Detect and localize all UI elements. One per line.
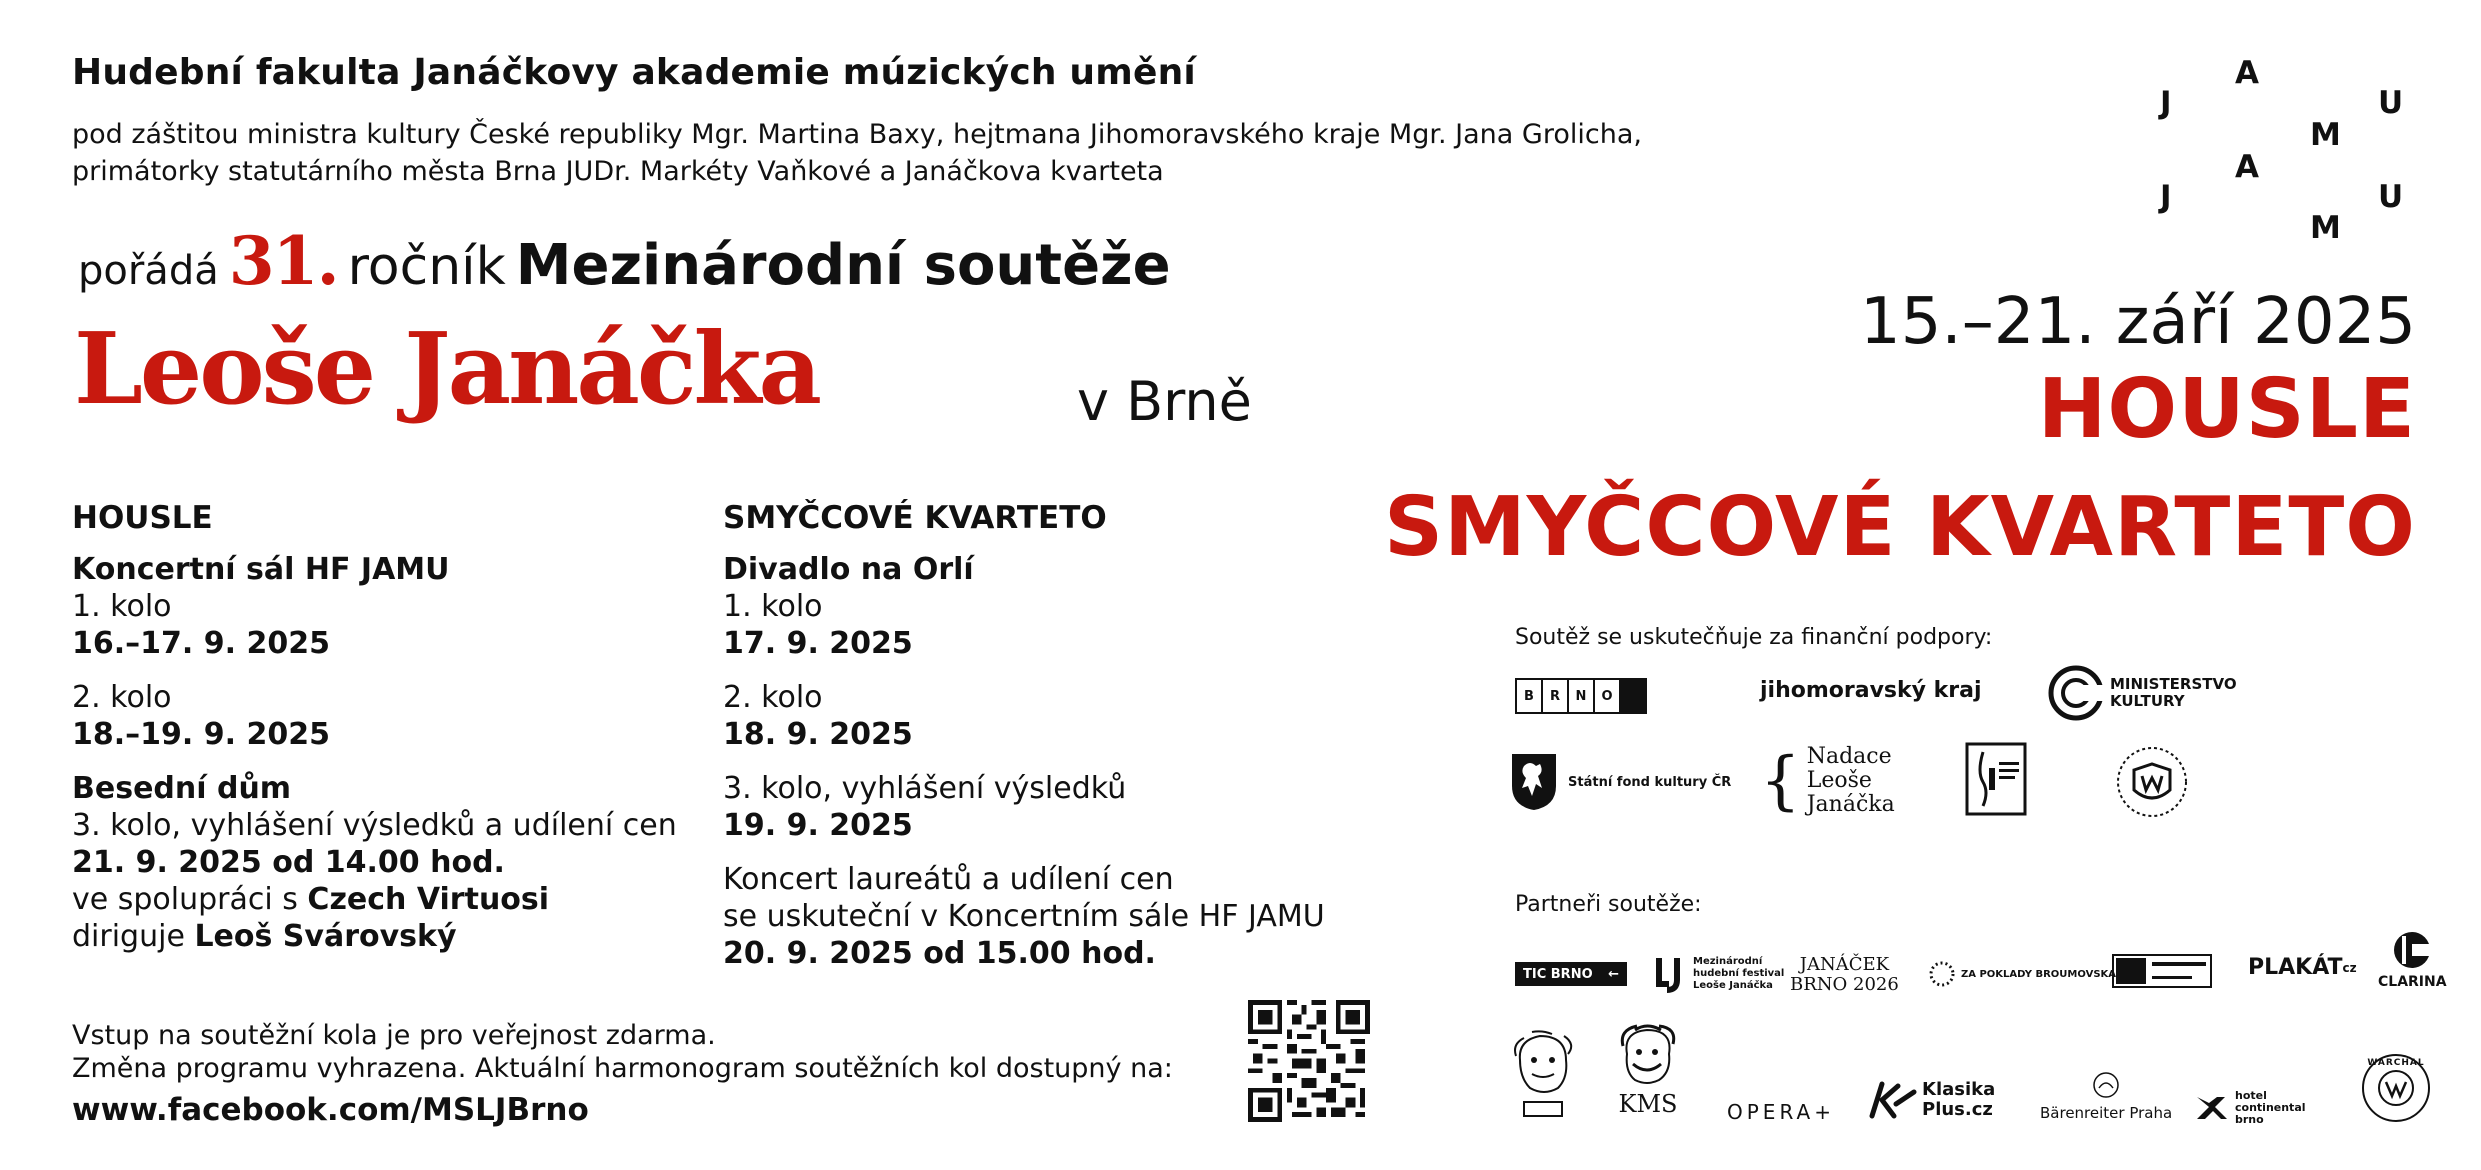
round-date: 21. 9. 2025 od 14.00 hod.	[72, 845, 505, 880]
janacek-brno-2026-logo	[1790, 955, 1899, 995]
kms-name: KMS	[1618, 1090, 1678, 1118]
jamu-letter: J	[2160, 179, 2172, 215]
cooperation-prefix: ve spolupráci s	[72, 882, 308, 917]
janacek-face-icon	[1510, 1030, 1576, 1120]
nadace-line-1: Nadace	[1806, 744, 1892, 769]
organizer-title: Hudební fakulta Janáčkovy akademie múzických umění	[72, 52, 1196, 93]
sfk-logo	[1510, 752, 1731, 812]
nadace-ceskeho-hudebniho-fondu-logo	[1965, 742, 2027, 816]
composer-portrait-icon	[1615, 1024, 1681, 1086]
hotel-line-3: brno	[2235, 1113, 2264, 1126]
plakat-name: PLAKÁT	[2248, 955, 2343, 980]
plakat-logo	[2248, 955, 2357, 980]
sponsors-label: Soutěž se uskutečňuje za finanční podpory:	[1515, 625, 1993, 650]
concert-line: Koncert laureátů a udílení cen	[723, 862, 1174, 897]
housle-heading: HOUSLE	[72, 500, 213, 536]
ministerstvo-kultury-logo	[2048, 665, 2237, 721]
jmk-name: jihomoravský kraj	[1760, 678, 1982, 703]
barenreiter-logo	[2040, 1070, 2172, 1122]
jamu-letter: A	[2235, 149, 2259, 185]
brno-letter: B	[1517, 680, 1543, 712]
patronage-line-1: pod záštitou ministra kultury České republiky Mgr. Martina Baxy, hejtmana Jihomoravského kraje Mgr. Jana Grolicha,	[72, 119, 1642, 150]
barenreiter-emblem-icon	[2091, 1070, 2121, 1100]
venue: Koncertní sál HF JAMU	[72, 552, 450, 587]
jamu-letter: A	[2235, 55, 2259, 91]
facebook-link[interactable]: www.facebook.com/MSLJBrno	[72, 1092, 589, 1128]
plakat-suffix: cz	[2342, 960, 2357, 975]
klasika-plus-logo	[1868, 1080, 1995, 1120]
competition-city: v Brně	[1077, 370, 1252, 433]
festival-line-2: hudební festival	[1693, 968, 1785, 979]
barenreiter-name: Bärenreiter Praha	[2040, 1104, 2173, 1122]
round-date: 16.–17. 9. 2025	[72, 626, 330, 661]
festival-line-3: Leoše Janáčka	[1693, 980, 1773, 991]
broumov-name: ZA POKLADY BROUMOVSKA	[1961, 968, 2117, 980]
housle-schedule	[72, 500, 677, 955]
kvarteto-heading: SMYČCOVÉ KVARTETO	[723, 500, 1107, 536]
hotel-line-2: continental	[2235, 1101, 2306, 1114]
venue: Besední dům	[72, 771, 292, 806]
conductor-prefix: diriguje	[72, 919, 195, 954]
jamu-letter: J	[2160, 85, 2172, 121]
tic-name: TIC BRNO	[1523, 966, 1593, 982]
round-label: 2. kolo	[723, 680, 823, 715]
janacek-portrait-logo	[1510, 1030, 1576, 1120]
music-journal-logo	[2112, 954, 2212, 988]
headline-rocnik: ročník	[347, 237, 506, 297]
clarina-logo	[2378, 930, 2447, 990]
round-date: 19. 9. 2025	[723, 808, 913, 843]
category-housle: HOUSLE	[2037, 362, 2416, 457]
category-kvarteto: SMYČCOVÉ KVARTETO	[1384, 480, 2416, 575]
festival-line-1: Mezinárodní	[1693, 956, 1763, 967]
round-date: 18.–19. 9. 2025	[72, 717, 330, 752]
festival-mark-icon	[1655, 954, 1687, 994]
brno-letter: N	[1569, 680, 1595, 712]
arrow-left-icon: ←	[1608, 966, 1619, 982]
patronage-line-2: primátorky statutárního města Brna JUDr. Markéty Vaňkové a Janáčkova kvarteta	[72, 156, 1164, 187]
footer-line-1: Vstup na soutěžní kola je pro veřejnost zdarma.	[72, 1020, 716, 1051]
cooperation-line	[72, 881, 677, 918]
conductor-line	[72, 918, 677, 955]
mk-line-1: MINISTERSTVO	[2110, 675, 2237, 693]
mk-line-2: KULTURY	[2110, 692, 2185, 710]
orchestra-name: Czech Virtuosi	[307, 882, 550, 917]
warchal-name: WARCHAL	[2367, 1058, 2425, 1068]
concert-date: 20. 9. 2025 od 15.00 hod.	[723, 936, 1156, 971]
round-label: 1. kolo	[723, 589, 823, 624]
warchal-logo	[2360, 1052, 2432, 1128]
partners-label: Partneři soutěže:	[1515, 892, 1702, 917]
hotel-mark-icon	[2195, 1093, 2229, 1123]
kms-logo	[1615, 1024, 1681, 1118]
round-label: 2. kolo	[72, 680, 172, 715]
mk-emblem-icon	[2048, 665, 2104, 721]
footer-info	[72, 1019, 1173, 1085]
music-foundation-icon	[1965, 742, 2027, 816]
concert-line: se uskuteční v Koncertním sále HF JAMU	[723, 899, 1325, 934]
opera-name: OPERA+	[1727, 1100, 1835, 1124]
round-label: 3. kolo, vyhlášení výsledků a udílení cen	[72, 808, 677, 843]
jamu-letter: M	[2310, 210, 2341, 246]
jamu-letter: U	[2378, 85, 2404, 121]
round-date: 18. 9. 2025	[723, 717, 913, 752]
clarina-icon	[2392, 930, 2432, 970]
hotel-continental-logo	[2195, 1090, 2306, 1126]
conductor-name: Leoš Svárovský	[194, 919, 457, 954]
venue: Divadlo na Orlí	[723, 552, 974, 587]
round-label: 3. kolo, vyhlášení výsledků	[723, 771, 1127, 806]
brno-letter: R	[1543, 680, 1569, 712]
qr-code[interactable]	[1248, 1000, 1370, 1122]
nadace-line-3: Janáčka	[1806, 792, 1895, 817]
sfk-name: Státní fond kultury ČR	[1568, 774, 1732, 790]
jamu-logo	[2150, 55, 2450, 255]
klasika-line-1: Klasika	[1922, 1079, 1996, 1100]
hotel-line-1: hotel	[2235, 1089, 2267, 1102]
broumov-logo	[1928, 960, 2116, 988]
headline-porada: pořádá	[78, 248, 219, 294]
nadace-bohuslava-martinu-logo	[2112, 742, 2192, 822]
round-label: 1. kolo	[72, 589, 172, 624]
headline-line	[78, 222, 1171, 300]
patronage-text	[72, 116, 1642, 190]
jamu-letter: M	[2310, 117, 2341, 153]
clarina-name: CLARINA	[2378, 974, 2447, 990]
nadace-lj-logo: { Nadace Leoše Janáčka	[1760, 744, 1895, 818]
event-date: 15.–21. září 2025	[1859, 285, 2416, 359]
jb-line-2: BRNO 2026	[1790, 974, 1899, 995]
headline-competition: Mezinárodní soutěže	[515, 233, 1171, 298]
festival-lj-logo	[1655, 954, 1784, 994]
round-date: 17. 9. 2025	[723, 626, 913, 661]
brno-logo	[1515, 678, 1647, 714]
footer-line-2: Změna programu vyhrazena. Aktuální harmonogram soutěžních kol dostupný na:	[72, 1053, 1173, 1084]
opera-plus-logo	[1727, 1100, 1835, 1124]
jamu-letter: U	[2378, 179, 2404, 215]
dotted-circle-icon	[1928, 960, 1956, 988]
edition-number: 31.	[228, 222, 338, 300]
jmk-logo	[1760, 678, 1982, 703]
jb-line-1: JANÁČEK	[1799, 954, 1890, 975]
tic-brno-logo	[1515, 962, 1627, 986]
klasika-line-2: Plus.cz	[1922, 1099, 1993, 1120]
kvarteto-schedule	[723, 500, 1325, 972]
martinu-foundation-icon	[2112, 742, 2192, 822]
brno-letter: O	[1595, 680, 1621, 712]
klasika-mark-icon	[1868, 1080, 1918, 1120]
journal-banner-icon	[2112, 954, 2212, 988]
lion-shield-icon	[1510, 752, 1558, 812]
competition-name: Leoše Janáčka	[74, 312, 819, 427]
nadace-line-2: Leoše	[1806, 768, 1872, 793]
